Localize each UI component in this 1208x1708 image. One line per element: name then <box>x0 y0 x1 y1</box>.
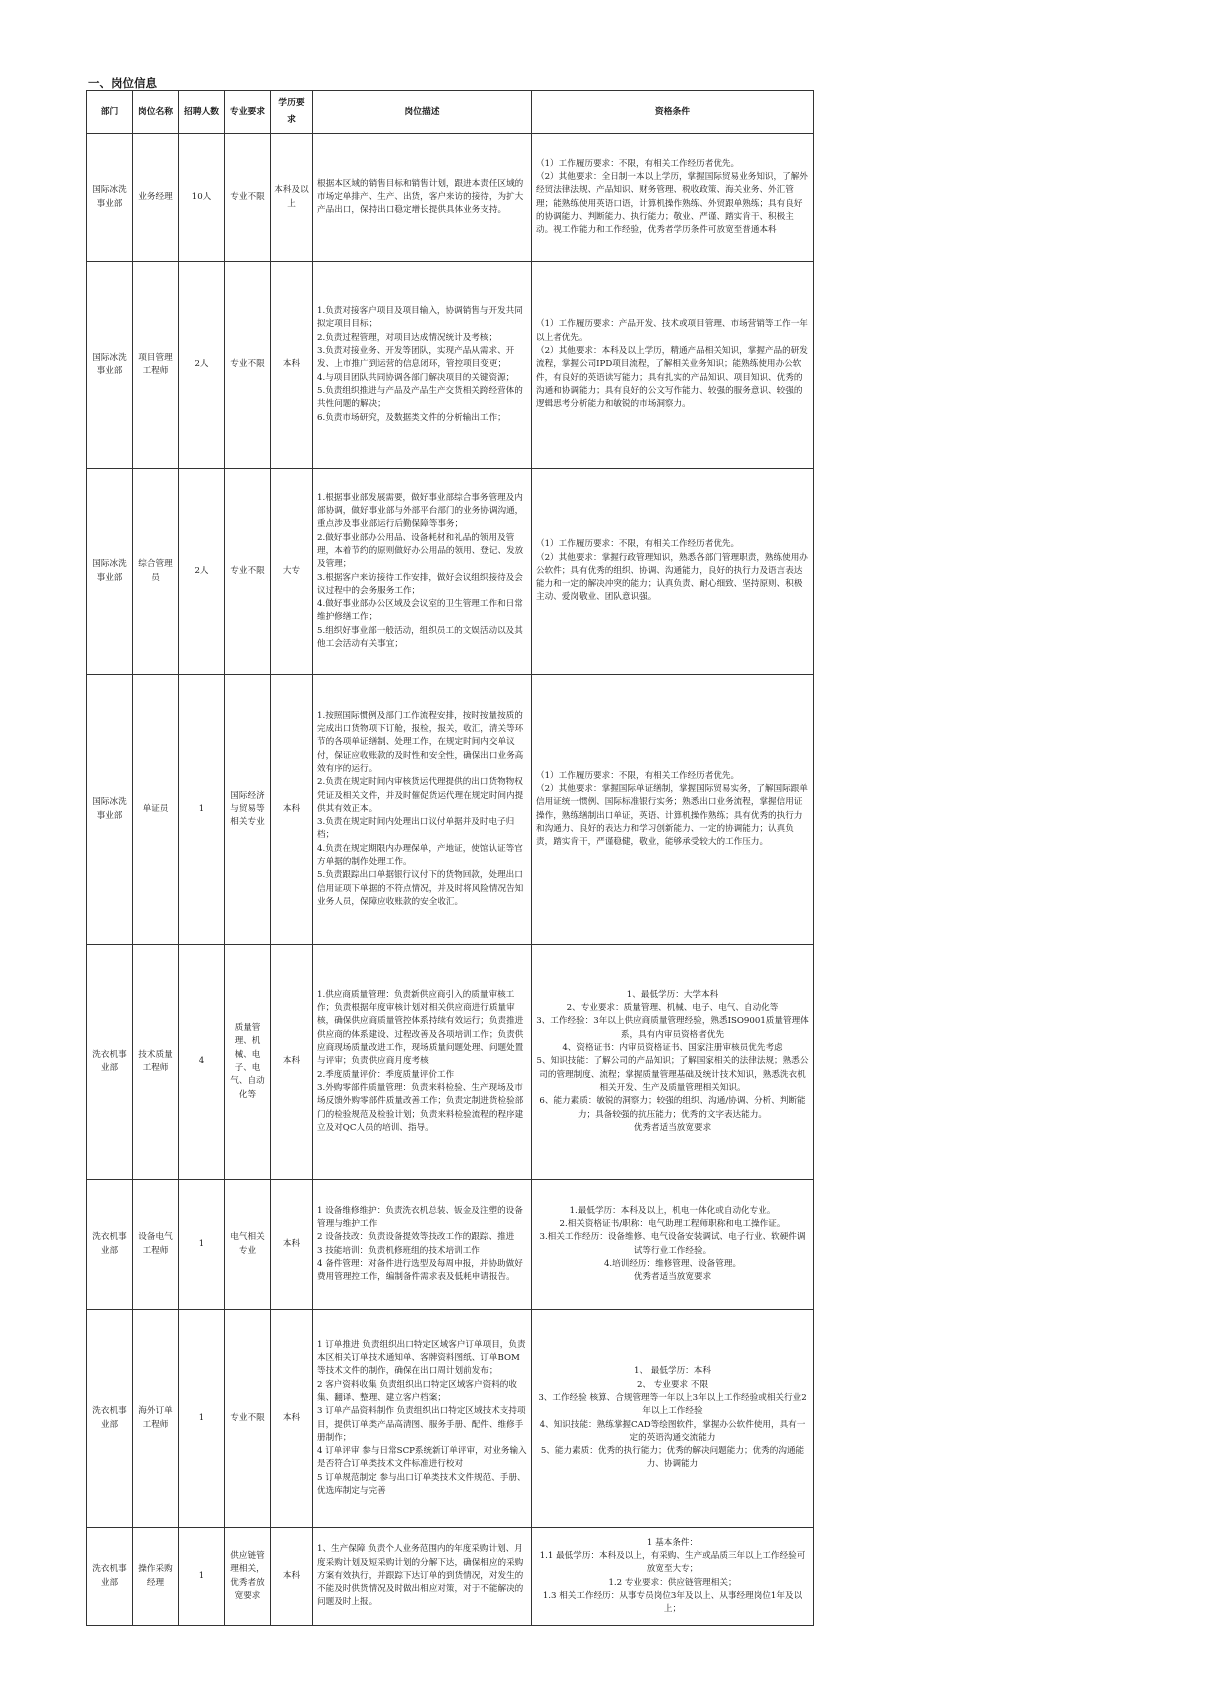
description-cell <box>313 469 532 675</box>
header-req: 资格条件 <box>532 91 814 134</box>
description-line: 3.负责在规定时间内处理出口议付单据并及时电子归档； <box>317 817 515 841</box>
description-line: 2.负责在规定时间内审核货运代理提供的出口货物物权凭证及相关文件，并及时催促货运代理在规定时间内提供其有效正本。 <box>317 777 524 814</box>
position-cell: 项目管理工程师 <box>133 262 179 469</box>
count-cell: 10人 <box>179 134 225 262</box>
major-cell: 专业不限 <box>225 1310 271 1528</box>
requirement-line: （2）其他要求：全日制一本以上学历，掌握国际贸易业务知识，了解外经贸法律法规、产品知识、财务管理、税收政策、海关业务、外汇管理；能熟练使用英语口语，计算机操作熟练、外贸跟单熟练；具有良好的协调能力、判断能力、执行能力；敬业、严谨、踏实肯干、积极主动。视工作能力和工作经验，优秀者学历条件可放宽至普通本科 <box>536 171 808 236</box>
requirement-line: 5、能力素质：优秀的执行能力；优秀的解决问题能力；优秀的沟通能力、协调能力 <box>540 1446 805 1470</box>
position-cell: 单证员 <box>133 675 179 945</box>
description-line: 1.供应商质量管理：负责新供应商引入的质量审核工作；负责根据年度审核计划对相关供应商进行质量审核，确保供应商质量管控体系持续有效运行；负责推进供应商的体系建设、过程改善及各项培训工作；负责供应商现场质量改进工作，现场质量问题处理、问题处置与评审；负责供应商月度考核 <box>317 989 524 1067</box>
description-line: 4.做好事业部办公区域及会议室的卫生管理工作和日常维护修缮工作； <box>317 599 523 623</box>
requirement-line: （2）其他要求：本科及以上学历，精通产品相关知识，掌握产品的研发流程，掌握公司IPD项目流程，了解相关业务知识；能熟练使用办公软件，有良好的英语读写能力；具有扎实的产品知识、项目知识、优秀的沟通和协调能力；具有良好的公文写作能力、较强的服务意识、较强的逻辑思考分析能力和敏锐的市场洞察力。 <box>536 346 808 410</box>
edu-cell: 本科 <box>271 1310 313 1528</box>
requirement-line: 1 基本条件： <box>646 1537 699 1548</box>
description-line: 6.负责市场研究，及数据类文件的分析输出工作； <box>317 412 506 423</box>
requirement-line: 1、 最低学历：本科 <box>634 1366 711 1377</box>
requirements-cell <box>532 134 814 262</box>
header-desc: 岗位描述 <box>313 91 532 134</box>
requirement-line: （1）工作履历要求：不限，有相关工作经历者优先。 <box>536 770 740 781</box>
description-line: 4.与项目团队共同协调各部门解决项目的关键资源； <box>317 372 515 383</box>
requirement-line: 优秀者适当放宽要求 <box>633 1122 712 1133</box>
header-edu: 学历要求 <box>271 91 313 134</box>
requirement-line: 3.相关工作经历：设备维修、电气设备安装调试、电子行业、软硬件调试等行业工作经验。 <box>539 1232 806 1256</box>
header-dept: 部门 <box>87 91 133 134</box>
count-cell: 1 <box>179 675 225 945</box>
dept-cell: 洗衣机事业部 <box>87 1528 133 1626</box>
requirement-line: 4、知识技能：熟练掌握CAD等绘图软件，掌握办公软件使用，具有一定的英语沟通交流能力 <box>539 1419 806 1443</box>
description-line: 5.组织好事业部一般活动，组织员工的文娱活动以及其他工会活动有关事宜； <box>317 625 523 650</box>
major-cell: 质量管理、机械、电子、电气、自动化等 <box>225 945 271 1180</box>
requirement-line: （1）工作履历要求：产品开发、技术或项目管理、市场营销等工作一年以上者优先。 <box>536 319 808 343</box>
edu-cell: 本科 <box>271 262 313 469</box>
dept-cell: 洗衣机事业部 <box>87 945 133 1180</box>
job-table <box>86 90 814 1626</box>
count-cell: 1 <box>179 1180 225 1310</box>
count-cell: 4 <box>179 945 225 1180</box>
description-line: 1、生产保障 负责个人业务范围内的年度采购计划、月度采购计划及短采购计划的分解下达，确保相应的采购方案有效执行，并跟踪下达订单的到货情况，对发生的不能及时供货情况及时做出相应对策，对于不能解决的问题及时上报。 <box>317 1544 524 1608</box>
description-cell <box>313 675 532 945</box>
requirements-cell <box>532 1528 814 1626</box>
table-row <box>87 945 814 1180</box>
major-cell: 专业不限 <box>225 262 271 469</box>
description-line: 5.负责跟踪出口单据银行议付下的货物回款，处理出口信用证项下单据的不符点情况，并及时将风险情况告知业务人员，保障应收账款的安全收汇。 <box>317 870 524 908</box>
description-line: 2 设备技改：负责设备提效等技改工作的跟踪、推进 <box>317 1232 515 1243</box>
table-row <box>87 134 814 262</box>
requirement-line: 1.2 专业要求：供应链管理相关； <box>608 1577 737 1588</box>
requirement-line: （1）工作履历要求：不限，有相关工作经历者优先。 <box>536 158 740 169</box>
requirement-line: 1.1 最低学历：本科及以上，有采购、生产或品质三年以上工作经验可放宽至大专； <box>539 1550 806 1575</box>
description-line: 1 订单推进 负责组织出口特定区域客户订单项目，负责本区相关订单技术通知单、客牌资料图纸、订单BOM等技术文件的制作，确保在出口周计划前发布； <box>317 1339 526 1377</box>
requirements-cell <box>532 262 814 469</box>
description-line: 3 技能培训：负责机修班组的技术培训工作 <box>317 1245 480 1256</box>
table-row <box>87 1528 814 1626</box>
requirement-line: 1.3 相关工作经历：从事专员岗位3年及以上、从事经理岗位1年及以上； <box>542 1590 803 1615</box>
table-header-row <box>87 91 814 134</box>
description-cell <box>313 134 532 262</box>
requirement-line: 2、专业要求：质量管理、机械、电子、电气、自动化等 <box>566 1003 779 1014</box>
description-cell <box>313 945 532 1180</box>
description-line: 4.负责在规定期限内办理保单，产地证，使馆认证等官方单据的制作处理工作。 <box>317 843 523 868</box>
requirement-line: （2）其他要求：掌握国际单证缮制，掌握国际贸易实务，了解国际跟单信用证统一惯例、国际标准银行实务；熟悉出口业务流程，掌握信用证操作，熟练缮制出口单证，英语、计算机操作熟练；具有优秀的执行力和沟通力、良好的表达力和学习创新能力、一定的协调能力；认真负责，踏实肯干，严谨稳健，敬业，能够承受较大的工作压力。 <box>536 783 808 848</box>
dept-cell: 国际冰洗事业部 <box>87 675 133 945</box>
position-cell: 综合管理员 <box>133 469 179 675</box>
requirement-line: 5、知识技能：了解公司的产品知识；了解国家相关的法律法规；熟悉公司的管理制度、流程；掌握质量管理基础及统计技术知识，熟悉洗衣机相关开发、生产及质量管理相关知识。 <box>536 1056 809 1093</box>
description-line: 3 订单产品资料制作 负责组织出口特定区域技术支持项目，提供订单类产品高清图、服务手册、配件、维修手册制作； <box>317 1406 526 1443</box>
requirement-line: 4.培训经历：维修管理、设备管理。 <box>603 1258 742 1269</box>
major-cell: 电气相关专业 <box>225 1180 271 1310</box>
description-line: 5.负责组织推进与产品及产品生产交货相关跨经营体的共性问题的解决； <box>317 385 523 410</box>
description-line: 4 订单评审 参与日常SCP系统新订单评审，对业务输入是否符合订单类技术文件标准进行校对 <box>317 1446 527 1470</box>
header-major: 专业要求 <box>225 91 271 134</box>
description-line: 1.负责对接客户项目及项目输入，协调销售与开发共同拟定项目目标； <box>317 306 523 330</box>
count-cell: 2人 <box>179 262 225 469</box>
requirement-line: （2）其他要求：掌握行政管理知识，熟悉各部门管理职责，熟练使用办公软件；具有优秀的组织、协调、沟通能力，良好的执行力及语言表达能力和一定的解决冲突的能力；认真负责、耐心细致、坚持原则、积极主动、爱岗敬业、团队意识强。 <box>536 552 808 603</box>
major-cell: 供应链管理相关，优秀者放宽要求 <box>225 1528 271 1626</box>
description-line: 2.负责过程管理，对项目达成情况统计及考核； <box>317 332 498 343</box>
edu-cell: 本科 <box>271 1528 313 1626</box>
table-row <box>87 1310 814 1528</box>
requirement-line: （1）工作履历要求：不限，有相关工作经历者优先。 <box>536 539 740 550</box>
requirements-cell <box>532 1310 814 1528</box>
edu-cell: 本科 <box>271 945 313 1180</box>
description-line: 1 设备维修维护：负责洗衣机总装、钣金及注塑的设备管理与维护工作 <box>317 1205 523 1229</box>
count-cell: 1 <box>179 1310 225 1528</box>
header-position: 岗位名称 <box>133 91 179 134</box>
description-line: 3.外购零部件质量管理：负责来料检验、生产现场及市场反馈外购零部件质量改善工作；负责定制进货检验部门的检验规范及检验计划；负责来料检验流程的程序建立及对QC人员的培训、指导。 <box>317 1082 524 1133</box>
edu-cell: 本科及以上 <box>271 134 313 262</box>
requirement-line: 6、能力素质：敏锐的洞察力；较强的组织、沟通/协调、分析、判断能力；具备较强的抗压能力；优秀的文字表达能力。 <box>539 1096 806 1120</box>
table-row <box>87 1180 814 1310</box>
dept-cell: 洗衣机事业部 <box>87 1180 133 1310</box>
position-cell: 设备电气工程师 <box>133 1180 179 1310</box>
requirement-line: 2、 专业要求 不限 <box>636 1379 709 1390</box>
dept-cell: 国际冰洗事业部 <box>87 262 133 469</box>
description-line: 3.根据客户来访接待工作安排，做好会议组织接待及会议过程中的会务服务工作； <box>317 572 523 596</box>
dept-cell: 国际冰洗事业部 <box>87 134 133 262</box>
requirement-line: 1、最低学历：大学本科 <box>626 989 719 1000</box>
edu-cell: 大专 <box>271 469 313 675</box>
dept-cell: 国际冰洗事业部 <box>87 469 133 675</box>
requirement-line: 优秀者适当放宽要求 <box>633 1272 712 1283</box>
requirements-cell <box>532 469 814 675</box>
position-cell: 操作采购经理 <box>133 1528 179 1626</box>
description-cell <box>313 1528 532 1626</box>
dept-cell: 洗衣机事业部 <box>87 1310 133 1528</box>
description-line: 5 订单规范制定 参与出口订单类技术文件规范、手册、优选库制定与完善 <box>317 1472 526 1497</box>
table-row <box>87 469 814 675</box>
description-cell <box>313 262 532 469</box>
requirement-line: 3、工作经验：3年以上供应商质量管理经验，熟悉ISO9001质量管理体系，具有内审员资格者优先 <box>536 1016 809 1040</box>
table-row <box>87 262 814 469</box>
description-line: 1.根据事业部发展需要，做好事业部综合事务管理及内部协调，做好事业部与外部平台部门的业务协调沟通，重点涉及事业部运行后勤保障等事务； <box>317 492 524 530</box>
count-cell: 2人 <box>179 469 225 675</box>
description-cell <box>313 1180 532 1310</box>
description-cell <box>313 1310 532 1528</box>
requirements-cell <box>532 675 814 945</box>
major-cell: 国际经济与贸易等相关专业 <box>225 675 271 945</box>
table-row <box>87 675 814 945</box>
position-cell: 海外订单工程师 <box>133 1310 179 1528</box>
requirement-line: 2.相关资格证书/职称：电气助理工程师职称和电工操作证。 <box>559 1218 786 1229</box>
description-line: 1.按照国际惯例及部门工作流程安排，按时按量按质的完成出口货物项下订舱，报检，报关，收汇，清关等环节的各项单证缮制、处理工作，在规定时间内交单议付，保证应收账款的及时性和安全性，确保出口业务高效有序的运行。 <box>317 710 524 774</box>
position-cell: 业务经理 <box>133 134 179 262</box>
edu-cell: 本科 <box>271 1180 313 1310</box>
count-cell: 1 <box>179 1528 225 1626</box>
section-title: 一、岗位信息 <box>88 76 157 90</box>
description-line: 2 客户资料收集 负责组织出口特定区域客户资料的收集、翻译、整理、建立客户档案； <box>317 1379 517 1403</box>
description-line: 2.季度质量评价：季度质量评价工作 <box>317 1069 455 1080</box>
requirements-cell <box>532 1180 814 1310</box>
edu-cell: 本科 <box>271 675 313 945</box>
header-count: 招聘人数 <box>179 91 225 134</box>
description-line: 2.做好事业部办公用品、设备耗材和礼品的领用及管理，本着节约的原则做好办公用品的领用、登记、发放及管理； <box>317 532 524 570</box>
major-cell: 专业不限 <box>225 134 271 262</box>
requirement-line: 1.最低学历：本科及以上，机电一体化或自动化专业。 <box>569 1205 776 1216</box>
requirements-cell <box>532 945 814 1180</box>
requirement-line: 4、资格证书：内审员资格证书、国家注册审核员优先考虑 <box>562 1043 783 1054</box>
requirement-line: 3、工作经验 核算、合规管理等一年以上3年以上工作经验或相关行业2年以上工作经验 <box>538 1392 807 1417</box>
description-line: 根据本区域的销售目标和销售计划，跟进本责任区域的市场定单排产、生产、出货，客户来访的接待，为扩大产品出口，保持出口稳定增长提供具体业务支持。 <box>317 178 524 216</box>
description-line: 3.负责对接业务、开发等团队，实现产品从需求、开发、上市推广到运营的信息闭环，管控项目变更； <box>317 346 515 370</box>
position-cell: 技术质量工程师 <box>133 945 179 1180</box>
major-cell: 专业不限 <box>225 469 271 675</box>
description-line: 4 备件管理：对备件进行选型及每周申报，并协助做好费用管理控工作，编制备件需求表及低耗申请报告。 <box>317 1258 523 1283</box>
